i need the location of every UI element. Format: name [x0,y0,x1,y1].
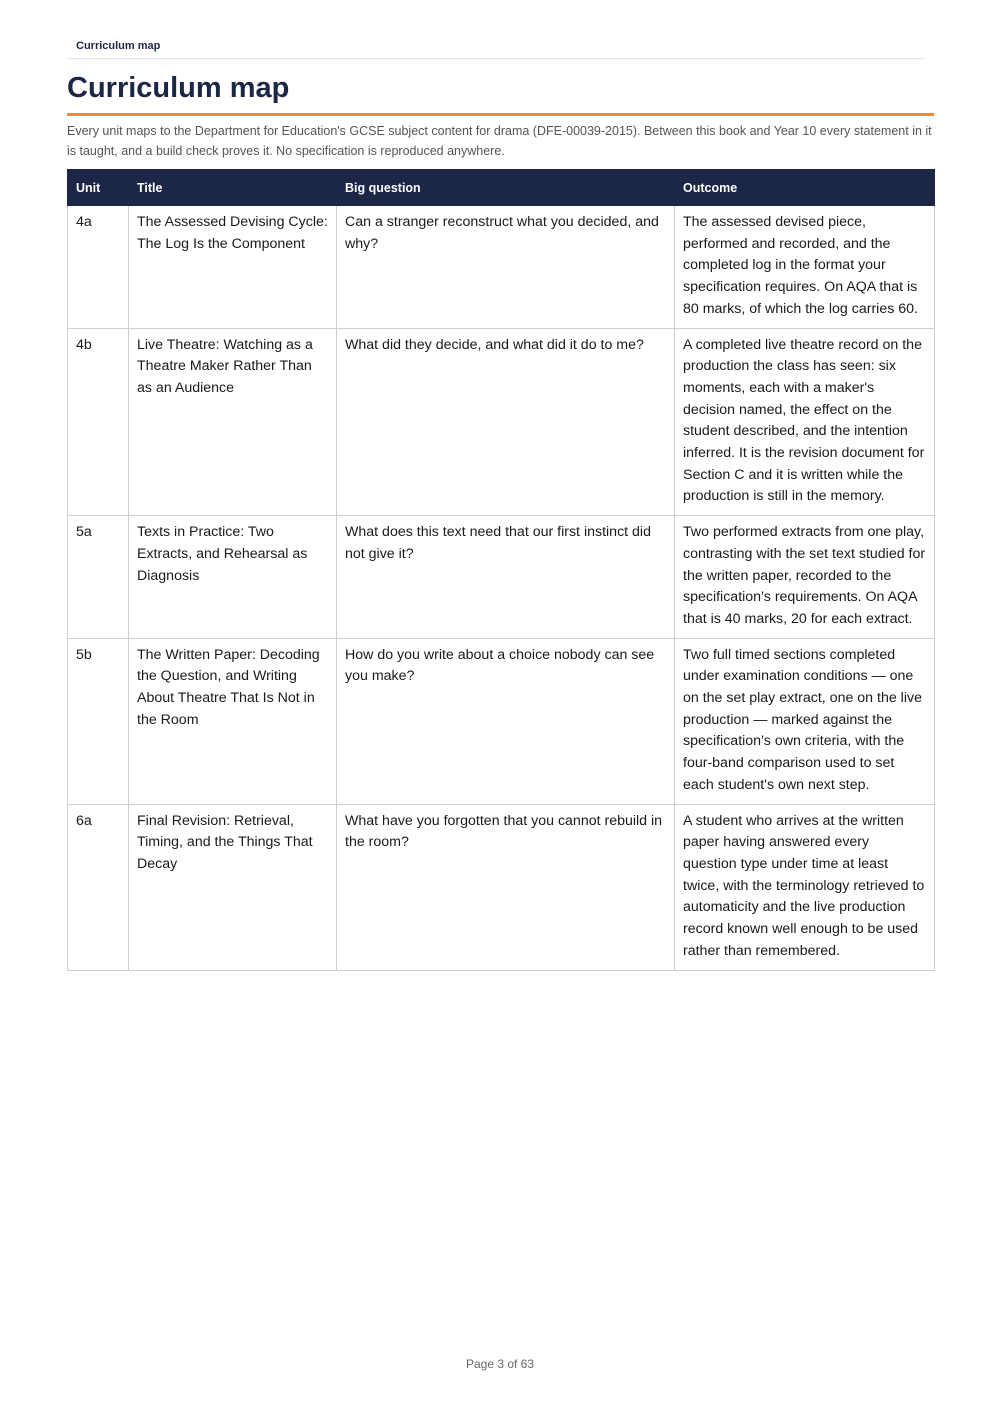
big-question-cell: What did they decide, and what did it do to me? [337,328,675,516]
title-cell: Live Theatre: Watching as a Theatre Maker Rather Than as an Audience [129,328,337,516]
title-cell: The Written Paper: Decoding the Question, and Writing About Theatre That Is Not in the Room [129,638,337,804]
outcome-cell: A student who arrives at the written paper having answered every question type under time at least twice, with the terminology retrieved to automaticity and the live production record known well enough to be used rather than remembered. [675,804,935,970]
outcome-cell: The assessed devised piece, performed and recorded, and the completed log in the format your specification requires. On AQA that is 80 marks, of which the log carries 60. [675,206,935,329]
table-header-row [68,170,935,206]
outcome-cell: Two full timed sections completed under examination conditions — one on the set play extract, one on the live production — marked against the specification's own criteria, with the four-band comparison used to set each student's own next step. [675,638,935,804]
table-row [68,804,935,970]
outcome-cell: A completed live theatre record on the production the class has seen: six moments, each with a maker's decision named, the effect on the student described, and the intention inferred. It is the revision document for Section C and it is written while the production is still in the memory. [675,328,935,516]
table-row [68,328,935,516]
outcome-cell: Two performed extracts from one play, contrasting with the set text studied for the written paper, recorded to the specification's requirements. On AQA that is 40 marks, 20 for each extract. [675,516,935,639]
unit-cell: 6a [68,804,129,970]
unit-cell: 5b [68,638,129,804]
big-question-cell: Can a stranger reconstruct what you decided, and why? [337,206,675,329]
unit-cell: 5a [68,516,129,639]
big-question-cell: What have you forgotten that you cannot rebuild in the room? [337,804,675,970]
running-header-title: Curriculum map [76,40,161,52]
big-question-cell: What does this text need that our first instinct did not give it? [337,516,675,639]
table-row [68,206,935,329]
table-row [68,516,935,639]
title-cell: Final Revision: Retrieval, Timing, and the Things That Decay [129,804,337,970]
column-header-outcome: Outcome [675,170,935,206]
unit-cell: 4b [68,328,129,516]
curriculum-table [67,169,935,971]
unit-cell: 4a [68,206,129,329]
big-question-cell: How do you write about a choice nobody can see you make? [337,638,675,804]
column-header-title: Title [129,170,337,206]
page-title: Curriculum map [67,68,934,116]
column-header-unit: Unit [68,170,129,206]
page-number-footer: Page 3 of 63 [465,1357,535,1371]
column-header-big-question: Big question [337,170,675,206]
running-header [67,38,925,59]
intro-paragraph: Every unit maps to the Department for Education's GCSE subject content for drama (DFE-00039-2015). Between this book and Year 10 every statement in it is taught, and a build check proves it. No specification is reproduced anywhere. [67,124,932,158]
table-row [68,638,935,804]
title-cell: Texts in Practice: Two Extracts, and Rehearsal as Diagnosis [129,516,337,639]
title-cell: The Assessed Devising Cycle: The Log Is the Component [129,206,337,329]
